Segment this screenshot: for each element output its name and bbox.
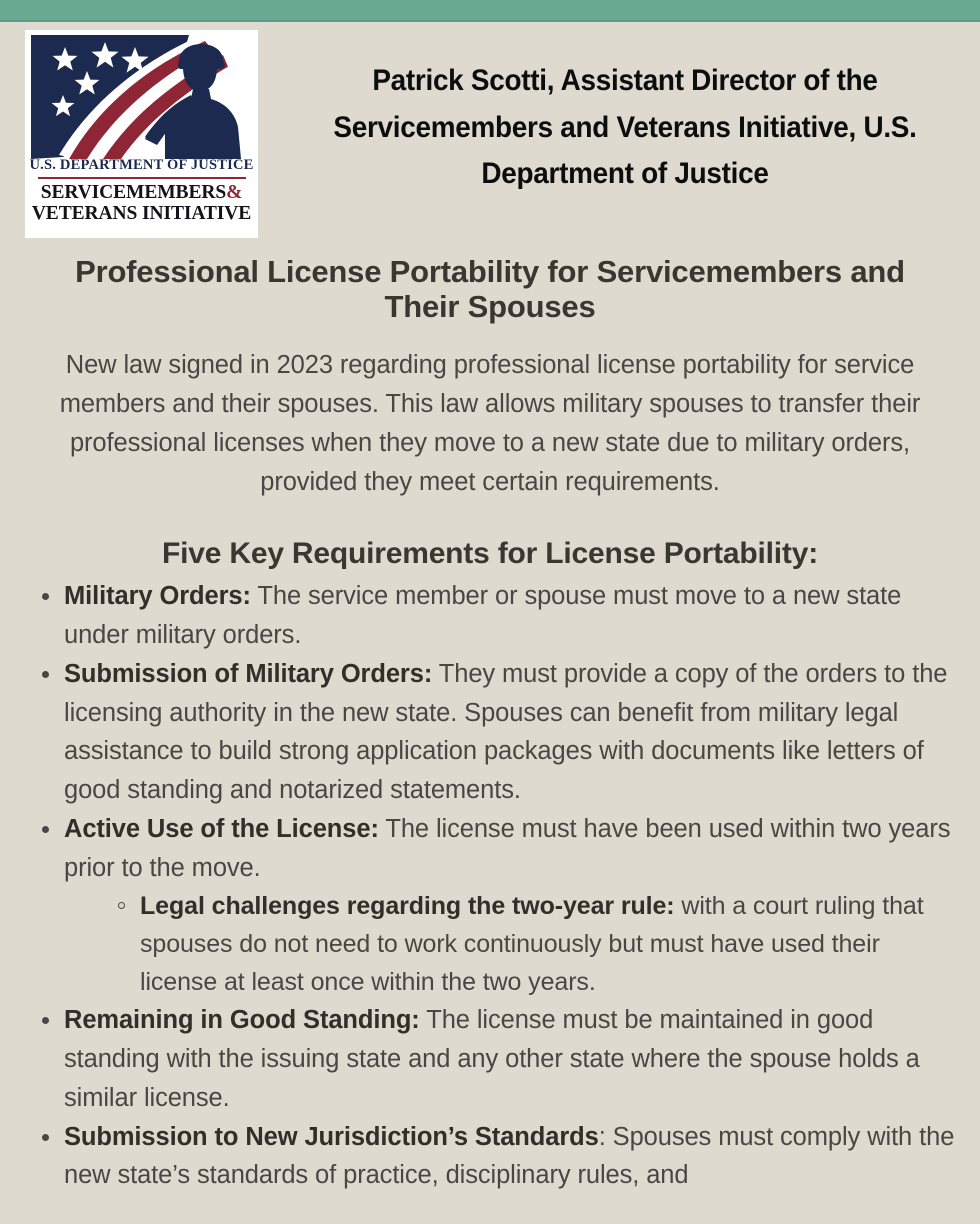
list-item-lead: Active Use of the License: <box>64 814 379 843</box>
sub-list-item-lead: Legal challenges regarding the two-year rule: <box>140 892 675 921</box>
doj-logo-card <box>25 30 258 238</box>
list-item-text: They must provide a copy of the orders to the licensing authority in the new state. Spouses can benefit from military legal assistance to build strong application packages with documents like letters of good standing and notarized statements. <box>64 659 948 805</box>
main-content <box>0 255 980 1195</box>
list-item-lead: Submission of Military Orders: <box>64 659 433 688</box>
bullet-dot-icon <box>42 1017 49 1024</box>
list-item <box>30 577 958 655</box>
logo-department-line: U.S. DEPARTMENT OF JUSTICE <box>29 157 254 173</box>
list-item-lead: Remaining in Good Standing: <box>64 1006 420 1035</box>
sub-list-item <box>110 887 958 1001</box>
bullet-dot-icon <box>42 1134 49 1141</box>
logo-servicemembers-text: SERVICEMEMBERS <box>40 181 227 203</box>
list-item <box>30 1118 958 1196</box>
list-item-text: The license must have been used within two years prior to the move. <box>64 814 951 882</box>
header <box>0 24 980 244</box>
top-accent-bar <box>0 0 980 22</box>
intro-paragraph: New law signed in 2023 regarding professional license portability for service members and their spouses. This law allows military spouses to transfer their professional licenses when they move to a new state due to military orders, provided they meet certain requirements. <box>59 351 921 496</box>
list-item <box>30 810 958 1002</box>
list-item <box>30 655 958 810</box>
bullet-dot-icon <box>42 826 49 833</box>
list-item <box>30 1001 958 1117</box>
bullet-ring-icon <box>118 902 125 909</box>
list-item-text: : Spouses must comply with the new state’s standards of practice, disciplinary rules, and <box>64 1122 955 1190</box>
list-item-text: The license must be maintained in good standing with the issuing state and any other state where the spouse holds a similar license. <box>64 1006 920 1112</box>
speaker-title: Patrick Scotti, Assistant Director of the Servicemembers and Veterans Initiative, U.S. Department of Justice <box>333 64 917 190</box>
list-item-text: The service member or spouse must move to a new state under military orders. <box>64 582 902 650</box>
sub-list <box>64 887 958 1001</box>
bullet-dot-icon <box>42 671 49 678</box>
sub-list-item-text: with a court ruling that spouses do not need to work continuously but must have used their license at least once within the two years. <box>140 892 924 997</box>
bullet-dot-icon <box>42 593 49 600</box>
page-title: Professional License Portability for Servicemembers and Their Spouses <box>75 254 905 324</box>
logo-title-line-2: VETERANS INITIATIVE <box>31 202 252 224</box>
logo-ampersand: & <box>226 181 243 203</box>
list-item-lead: Submission to New Jurisdiction’s Standards <box>64 1122 599 1151</box>
requirements-heading: Five Key Requirements for License Portability: <box>162 537 818 571</box>
logo-divider <box>38 177 246 179</box>
logo-wordmark <box>25 158 258 224</box>
doj-seal-icon <box>29 33 254 161</box>
requirements-list <box>0 577 980 1195</box>
list-item-lead: Military Orders: <box>64 582 251 611</box>
logo-title-line-1 <box>25 183 258 204</box>
